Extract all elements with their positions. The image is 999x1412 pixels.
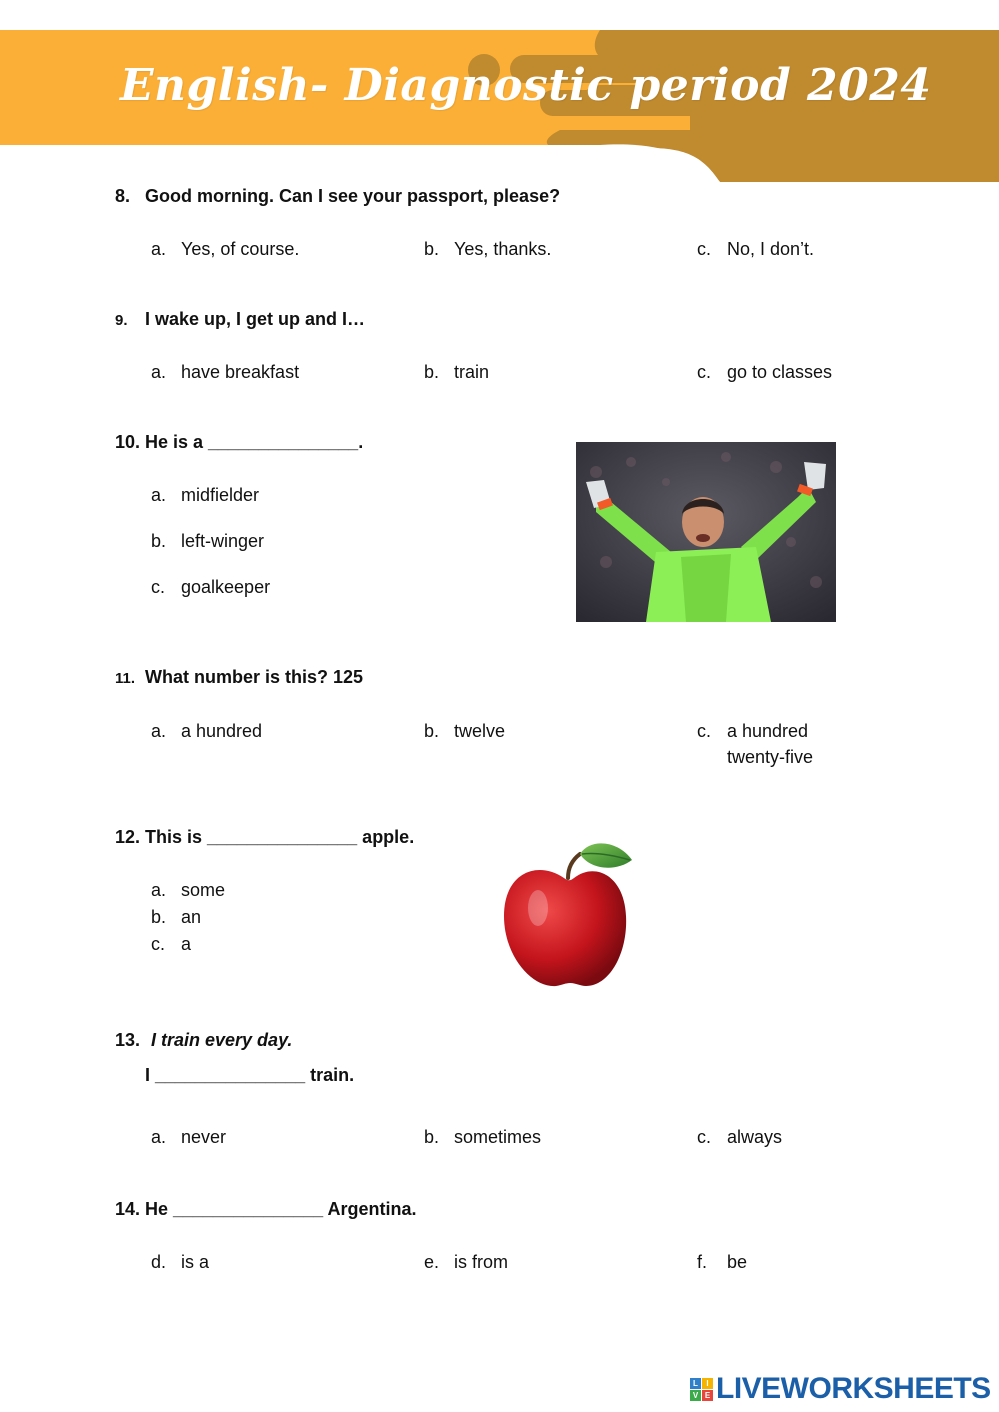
option-12b[interactable] xyxy=(151,904,201,930)
option-11b[interactable] xyxy=(424,718,505,744)
page-title: English- Diagnostic period 2024 xyxy=(120,60,932,111)
option-text: sometimes xyxy=(454,1127,542,1147)
option-letter: a. xyxy=(151,485,167,505)
option-14d[interactable] xyxy=(151,1249,209,1275)
option-12c[interactable] xyxy=(151,931,191,957)
option-10b[interactable] xyxy=(151,528,264,554)
option-11c[interactable] xyxy=(697,718,857,770)
option-text: Yes, of course. xyxy=(181,239,300,259)
option-letter: a. xyxy=(151,239,167,259)
option-text: Yes, thanks. xyxy=(454,239,552,259)
option-14f[interactable] xyxy=(697,1249,747,1275)
question-11 xyxy=(115,667,363,688)
question-prompt: Good morning. Can I see your passport, please? xyxy=(145,186,561,206)
question-prompt: This is _______________ apple. xyxy=(145,827,415,847)
option-text: never xyxy=(181,1127,227,1147)
question-9 xyxy=(115,309,365,330)
option-text: have breakfast xyxy=(181,362,300,382)
option-letter: c. xyxy=(697,362,712,382)
option-9c[interactable] xyxy=(697,359,832,385)
option-text: some xyxy=(181,880,226,900)
option-13c[interactable] xyxy=(697,1124,782,1150)
option-text: be xyxy=(727,1252,748,1272)
option-letter: c. xyxy=(151,577,166,597)
option-letter: a. xyxy=(151,880,167,900)
option-letter: a. xyxy=(151,721,167,741)
option-text: train xyxy=(454,362,490,382)
option-letter: a. xyxy=(151,1127,167,1147)
question-number: 13. xyxy=(115,1030,141,1050)
option-text: twelve xyxy=(454,721,506,741)
option-letter: b. xyxy=(151,907,167,927)
option-9a[interactable] xyxy=(151,359,299,385)
question-number: 8. xyxy=(115,186,131,206)
option-8b[interactable] xyxy=(424,236,551,262)
question-13 xyxy=(115,1030,292,1051)
logo-letter: E xyxy=(702,1390,713,1401)
option-letter: f. xyxy=(697,1252,708,1272)
option-10a[interactable] xyxy=(151,482,259,508)
option-text: No, I don’t. xyxy=(727,239,815,259)
question-10 xyxy=(115,432,363,453)
logo-text: LIVEWORKSHEETS xyxy=(716,1372,991,1405)
option-text: is a xyxy=(181,1252,210,1272)
logo-letter: L xyxy=(690,1378,701,1389)
question-prompt: I train every day. xyxy=(151,1030,293,1050)
option-text: midfielder xyxy=(181,485,260,505)
option-10c[interactable] xyxy=(151,574,270,600)
option-text: a hundred xyxy=(181,721,263,741)
option-12a[interactable] xyxy=(151,877,225,903)
option-text: is from xyxy=(454,1252,508,1272)
option-letter: c. xyxy=(697,1127,712,1147)
logo-letter: V xyxy=(690,1390,701,1401)
question-number: 9. xyxy=(115,312,128,329)
option-11a[interactable] xyxy=(151,718,262,744)
goalkeeper-photo xyxy=(576,442,836,627)
option-letter: c. xyxy=(151,934,166,954)
option-text: a xyxy=(181,934,192,954)
option-letter: a. xyxy=(151,362,167,382)
question-number: 14. xyxy=(115,1199,141,1219)
apple-image xyxy=(498,838,638,998)
question-number: 12. xyxy=(115,827,141,847)
question-number: 10. xyxy=(115,432,141,452)
option-9b[interactable] xyxy=(424,359,489,385)
option-text: a hundred twenty-five xyxy=(727,721,814,767)
logo-letter: I xyxy=(702,1378,713,1389)
option-letter: b. xyxy=(424,362,440,382)
option-13a[interactable] xyxy=(151,1124,226,1150)
liveworksheets-icon xyxy=(690,1378,713,1401)
question-prompt: I wake up, I get up and I… xyxy=(145,309,366,329)
option-letter: c. xyxy=(697,239,712,259)
option-text: go to classes xyxy=(727,362,833,382)
question-13-sentence: I _______________ train. xyxy=(145,1065,355,1085)
option-letter: b. xyxy=(424,1127,440,1147)
question-prompt: What number is this? 125 xyxy=(145,667,364,687)
option-8c[interactable] xyxy=(697,236,814,262)
option-letter: e. xyxy=(424,1252,440,1272)
question-12 xyxy=(115,827,414,848)
option-text: goalkeeper xyxy=(181,577,271,597)
option-13b[interactable] xyxy=(424,1124,541,1150)
option-letter: d. xyxy=(151,1252,167,1272)
option-letter: b. xyxy=(424,239,440,259)
option-8a[interactable] xyxy=(151,236,299,262)
option-text: left-winger xyxy=(181,531,265,551)
question-prompt: He _______________ Argentina. xyxy=(145,1199,417,1219)
option-text: always xyxy=(727,1127,783,1147)
option-text: an xyxy=(181,907,202,927)
question-14 xyxy=(115,1199,417,1220)
option-letter: b. xyxy=(151,531,167,551)
question-number: 11. xyxy=(115,670,136,687)
question-prompt: He is a _______________. xyxy=(145,432,364,452)
option-14e[interactable] xyxy=(424,1249,508,1275)
option-letter: b. xyxy=(424,721,440,741)
question-8 xyxy=(115,186,560,207)
liveworksheets-logo xyxy=(690,1372,991,1406)
option-letter: c. xyxy=(697,721,712,741)
